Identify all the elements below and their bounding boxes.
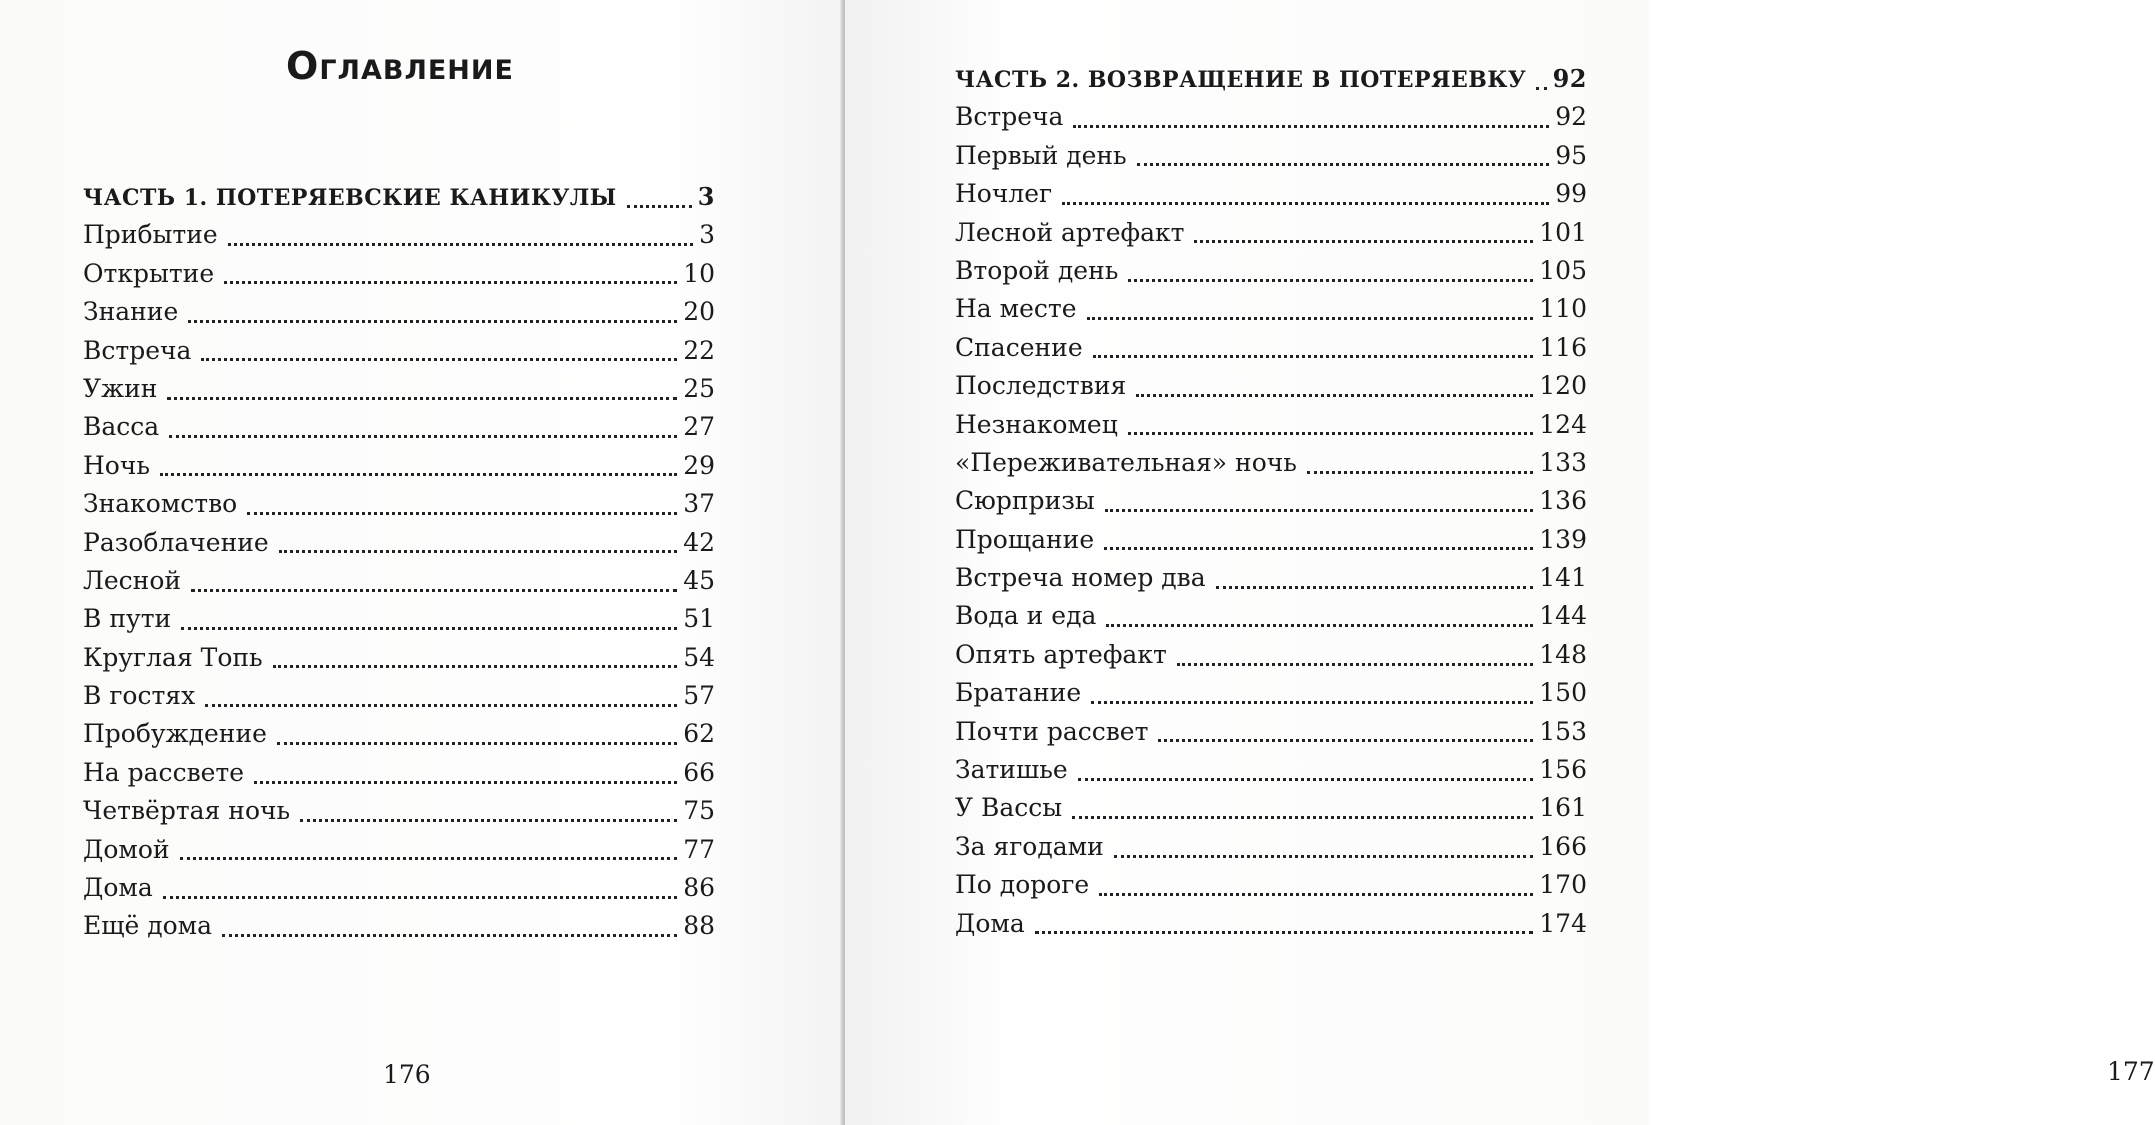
toc-entry-title: Встреча	[83, 335, 192, 365]
toc-entry	[955, 828, 1587, 866]
dot-leader	[1093, 355, 1534, 358]
toc-entry	[83, 907, 715, 945]
dot-leader	[247, 512, 677, 515]
toc-entry-title: Лесной	[83, 565, 182, 595]
toc-entry-title: Знание	[83, 297, 179, 327]
dot-leader	[1105, 509, 1534, 512]
dot-leader	[181, 627, 677, 630]
dot-leader	[1091, 701, 1533, 704]
toc-entry	[83, 447, 715, 485]
toc-entry-page: 42	[683, 527, 715, 557]
toc-entry-page: 88	[683, 911, 715, 941]
dot-leader	[1536, 87, 1546, 90]
toc-entry-page: 62	[683, 719, 715, 749]
toc-entry-page: 92	[1552, 64, 1587, 93]
left-page	[0, 0, 843, 1125]
toc-entry-page: 25	[683, 373, 715, 403]
toc-entry-page: 77	[683, 834, 715, 864]
toc-entry	[955, 367, 1587, 405]
toc-entry	[955, 329, 1587, 367]
toc-entry	[955, 636, 1587, 674]
toc-entry-title: Круглая Топь	[83, 642, 263, 672]
dot-leader	[1087, 317, 1534, 320]
toc-entry-page: 116	[1539, 332, 1587, 362]
dot-leader	[1216, 586, 1534, 589]
toc-entry-title: Затишье	[955, 755, 1068, 785]
toc-entry	[955, 751, 1587, 789]
toc-entry-title: Ещё дома	[83, 911, 213, 941]
toc-entry-page: 141	[1539, 563, 1587, 593]
toc-entry-title: У Вассы	[955, 793, 1063, 823]
toc-entry-page: 3	[697, 182, 715, 211]
toc-entry-title: Четвёртая ночь	[83, 796, 291, 826]
dot-leader	[1136, 394, 1533, 397]
dot-leader	[627, 205, 692, 208]
dot-leader	[1104, 547, 1533, 550]
toc-entry-page: 144	[1539, 601, 1587, 631]
toc-entry-page: 166	[1539, 831, 1587, 861]
toc-entry	[83, 562, 715, 600]
dot-leader	[1099, 893, 1533, 896]
toc-entry	[955, 521, 1587, 559]
toc-entry-page: 10	[683, 258, 715, 288]
dot-leader	[224, 281, 677, 284]
toc-entry	[83, 293, 715, 331]
toc-entry	[955, 444, 1587, 482]
toc-entry-title: Ночлег	[955, 179, 1053, 209]
toc-entry-page: 66	[683, 757, 715, 787]
dot-leader	[273, 665, 678, 668]
toc-entry-title: Сюрпризы	[955, 486, 1095, 516]
toc-entry-page: 51	[683, 604, 715, 634]
toc-entry-title: ЧАСТЬ 2. ВОЗВРАЩЕНИЕ В ПОТЕРЯЕВКУ	[955, 67, 1527, 93]
toc-entry	[83, 524, 715, 562]
toc-entry	[83, 600, 715, 638]
toc-entry-page: 95	[1555, 140, 1587, 170]
toc-entry-title: Первый день	[955, 140, 1127, 170]
toc-entry-page: 20	[683, 297, 715, 327]
toc-entry-page: 27	[683, 412, 715, 442]
page-number-left: 176	[383, 1060, 431, 1089]
toc-entry	[83, 332, 715, 370]
toc-entry	[83, 869, 715, 907]
toc-entry-title: Прощание	[955, 524, 1095, 554]
toc-entry	[955, 290, 1587, 328]
dot-leader	[300, 819, 677, 822]
toc-entry-page: 101	[1539, 217, 1587, 247]
toc-entry	[83, 485, 715, 523]
dot-leader	[1158, 739, 1533, 742]
dot-leader	[180, 857, 678, 860]
toc-entry-title: Ужин	[83, 373, 158, 403]
toc-entry-page: 110	[1539, 294, 1587, 324]
toc-entry	[83, 370, 715, 408]
dot-leader	[160, 473, 677, 476]
toc-entry-title: По дороге	[955, 870, 1090, 900]
dot-leader	[1177, 663, 1534, 666]
toc-entry	[83, 754, 715, 792]
toc-list-left	[83, 178, 715, 946]
toc-entry-page: 133	[1539, 447, 1587, 477]
toc-entry-page: 99	[1555, 179, 1587, 209]
toc-entry	[955, 674, 1587, 712]
toc-entry-title: Ночь	[83, 450, 150, 480]
toc-entry-title: Встреча	[955, 102, 1064, 132]
toc-entry-page: 3	[699, 220, 715, 250]
toc-entry-page: 136	[1539, 486, 1587, 516]
toc-entry-title: Лесной артефакт	[955, 217, 1185, 247]
dot-leader	[1194, 240, 1533, 243]
dot-leader	[169, 435, 677, 438]
dot-leader	[254, 781, 677, 784]
toc-part-heading	[83, 178, 715, 216]
toc-entry-title: Дома	[83, 873, 153, 903]
toc-entry-title: Открытие	[83, 258, 215, 288]
dot-leader	[1073, 125, 1549, 128]
toc-entry-title: Второй день	[955, 255, 1119, 285]
toc-entry-page: 174	[1539, 908, 1587, 938]
toc-entry	[83, 639, 715, 677]
dot-leader	[1128, 279, 1533, 282]
dot-leader	[188, 320, 677, 323]
toc-entry-title: В пути	[83, 604, 172, 634]
toc-entry-page: 86	[683, 873, 715, 903]
toc-entry	[83, 715, 715, 753]
toc-entry	[83, 792, 715, 830]
toc-entry-title: В гостях	[83, 681, 196, 711]
toc-entry-page: 156	[1539, 755, 1587, 785]
toc-entry-title: Разоблачение	[83, 527, 269, 557]
toc-entry-page: 57	[683, 681, 715, 711]
dot-leader	[1035, 931, 1534, 934]
toc-entry-page: 161	[1539, 793, 1587, 823]
toc-entry	[955, 482, 1587, 520]
toc-entry	[955, 597, 1587, 635]
toc-entry-title: Почти рассвет	[955, 716, 1149, 746]
dot-leader	[1114, 855, 1534, 858]
toc-entry-page: 153	[1539, 716, 1587, 746]
toc-entry-page: 54	[683, 642, 715, 672]
toc-entry	[955, 713, 1587, 751]
toc-entry-title: Опять артефакт	[955, 639, 1167, 669]
toc-entry-title: На рассвете	[83, 757, 245, 787]
toc-entry	[955, 175, 1587, 213]
dot-leader	[277, 742, 677, 745]
dot-leader	[1307, 471, 1533, 474]
toc-entry-page: 139	[1539, 524, 1587, 554]
toc-entry-title: Прибытие	[83, 220, 218, 250]
toc-entry	[955, 214, 1587, 252]
dot-leader	[222, 934, 677, 937]
toc-entry-page: 22	[683, 335, 715, 365]
toc-entry	[83, 255, 715, 293]
toc-entry-title: Незнакомец	[955, 409, 1118, 439]
toc-entry-title: Последствия	[955, 371, 1127, 401]
dot-leader	[1062, 202, 1549, 205]
toc-entry	[955, 905, 1587, 943]
toc-entry-title: Васса	[83, 412, 160, 442]
toc-entry-title: Знакомство	[83, 489, 238, 519]
toc-list-right	[955, 60, 1587, 943]
toc-entry-page: 150	[1539, 678, 1587, 708]
dot-leader	[1128, 432, 1533, 435]
toc-entry-title: ЧАСТЬ 1. ПОТЕРЯЕВСКИЕ КАНИКУЛЫ	[83, 185, 617, 211]
toc-entry-page: 170	[1539, 870, 1587, 900]
dot-leader	[191, 589, 677, 592]
toc-entry-title: Братание	[955, 678, 1082, 708]
toc-entry-title: Домой	[83, 834, 170, 864]
toc-entry	[955, 137, 1587, 175]
toc-entry-page: 29	[683, 450, 715, 480]
dot-leader	[205, 704, 677, 707]
toc-entry-page: 37	[683, 489, 715, 519]
toc-entry	[83, 408, 715, 446]
dot-leader	[163, 896, 677, 899]
toc-entry	[83, 677, 715, 715]
toc-entry-title: Спасение	[955, 332, 1083, 362]
toc-title: Оглавление	[286, 44, 514, 88]
toc-entry	[83, 831, 715, 869]
toc-entry	[955, 789, 1587, 827]
toc-entry	[955, 252, 1587, 290]
toc-entry-title: Пробуждение	[83, 719, 267, 749]
toc-entry	[83, 216, 715, 254]
dot-leader	[201, 358, 677, 361]
toc-entry-title: Вода и еда	[955, 601, 1097, 631]
dot-leader	[1106, 624, 1533, 627]
page-number-right: 177	[2107, 1057, 2155, 1086]
toc-entry	[955, 406, 1587, 444]
dot-leader	[167, 397, 677, 400]
toc-entry-page: 148	[1539, 639, 1587, 669]
toc-entry	[955, 866, 1587, 904]
toc-entry-title: Дома	[955, 908, 1025, 938]
toc-entry-page: 92	[1555, 102, 1587, 132]
toc-entry-page: 124	[1539, 409, 1587, 439]
toc-entry-title: За ягодами	[955, 831, 1104, 861]
dot-leader	[1078, 778, 1534, 781]
dot-leader	[279, 550, 677, 553]
toc-entry-title: Встреча номер два	[955, 563, 1206, 593]
dot-leader	[228, 243, 693, 246]
toc-entry-page: 120	[1539, 371, 1587, 401]
toc-entry-title: На месте	[955, 294, 1077, 324]
dot-leader	[1072, 816, 1533, 819]
toc-entry	[955, 98, 1587, 136]
toc-entry-page: 45	[683, 565, 715, 595]
dot-leader	[1137, 163, 1550, 166]
toc-entry	[955, 559, 1587, 597]
toc-entry-page: 75	[683, 796, 715, 826]
toc-entry-page: 105	[1539, 255, 1587, 285]
toc-part-heading	[955, 60, 1587, 98]
toc-entry-title: «Переживательная» ночь	[955, 447, 1297, 477]
